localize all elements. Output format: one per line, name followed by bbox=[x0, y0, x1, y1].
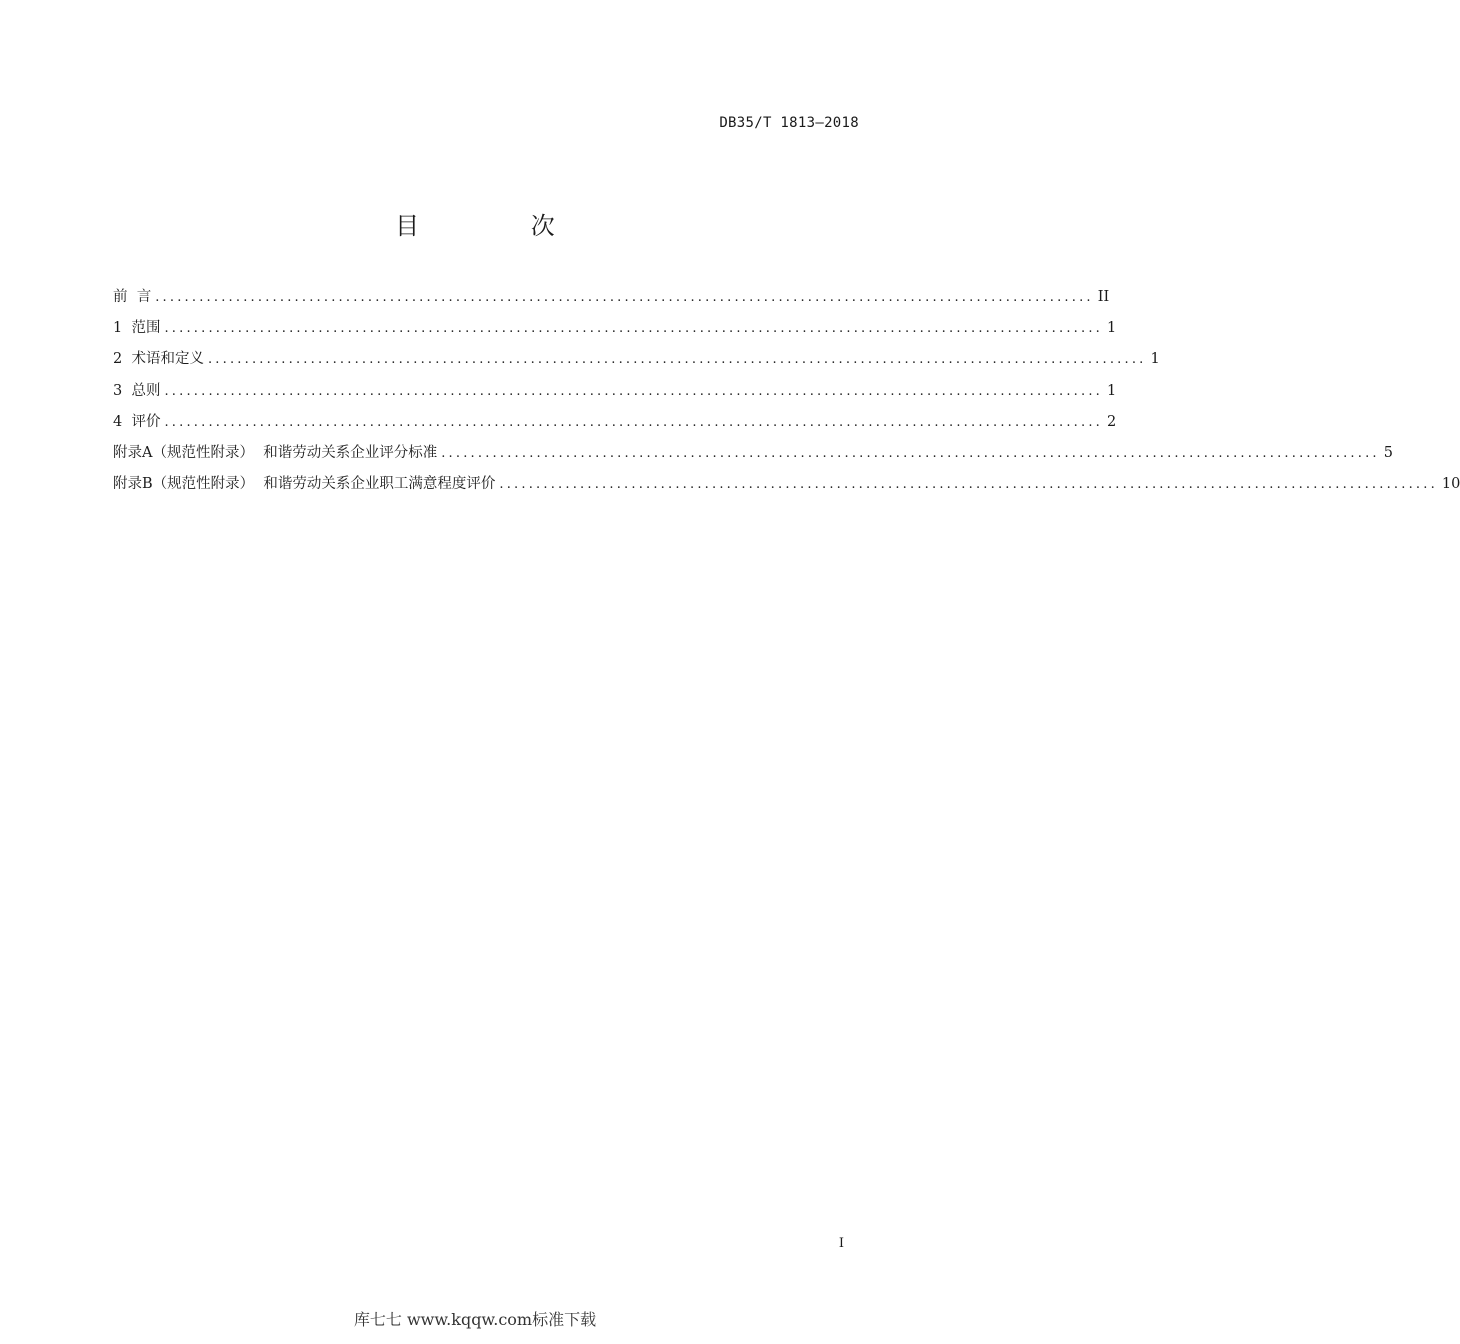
toc-entry-label: 附录B（规范性附录） 和谐劳动关系企业职工满意程度评价 bbox=[113, 476, 496, 493]
toc-entry-label: 4 评价 bbox=[113, 413, 161, 430]
toc-entry-foreword[interactable] bbox=[113, 286, 1110, 317]
toc-entry-appendix-b[interactable] bbox=[113, 473, 1460, 504]
toc-entry-label: 附录A（规范性附录） 和谐劳动关系企业评分标准 bbox=[113, 444, 438, 461]
toc-entry-page: II bbox=[1097, 289, 1110, 305]
toc-entry-page: 5 bbox=[1383, 444, 1393, 461]
toc-entry-evaluation[interactable] bbox=[113, 411, 1117, 442]
toc-entry-page: 1 bbox=[1150, 351, 1160, 368]
toc-entry-label: 2 术语和定义 bbox=[113, 351, 204, 368]
toc-dot-leader: ................................................................................................................................ bbox=[164, 414, 1103, 430]
toc-entry-terms[interactable] bbox=[113, 348, 1160, 379]
toc-dot-leader: ................................................................................................................................ bbox=[164, 321, 1103, 337]
toc-entry-page: 2 bbox=[1107, 413, 1117, 430]
toc-entry-appendix-a[interactable] bbox=[113, 442, 1393, 473]
document-code: DB35/T 1813—2018 bbox=[719, 115, 859, 131]
toc-dot-leader: ................................................................................................................................ bbox=[441, 445, 1380, 461]
toc-title: 目 次 bbox=[395, 212, 607, 240]
toc-entry-label: 前 言 bbox=[113, 289, 152, 305]
table-of-contents bbox=[113, 286, 1460, 504]
toc-entry-page: 1 bbox=[1107, 320, 1117, 337]
toc-entry-page: 1 bbox=[1107, 382, 1117, 399]
toc-entry-page: 10 bbox=[1441, 476, 1460, 493]
toc-entry-label: 3 总则 bbox=[113, 382, 161, 399]
toc-entry-general[interactable] bbox=[113, 380, 1117, 411]
watermark-text: 库七七 www.kqqw.com标准下载 bbox=[353, 1310, 597, 1329]
toc-entry-scope[interactable] bbox=[113, 317, 1117, 348]
toc-dot-leader: ................................................................................................................................ bbox=[164, 383, 1103, 399]
toc-entry-label: 1 范围 bbox=[113, 320, 161, 337]
toc-dot-leader: ................................................................................................................................ bbox=[207, 352, 1147, 368]
page-number: I bbox=[838, 1236, 844, 1251]
toc-dot-leader: ................................................................................................................................ bbox=[155, 290, 1094, 305]
toc-dot-leader: ................................................................................................................................ bbox=[499, 477, 1438, 493]
